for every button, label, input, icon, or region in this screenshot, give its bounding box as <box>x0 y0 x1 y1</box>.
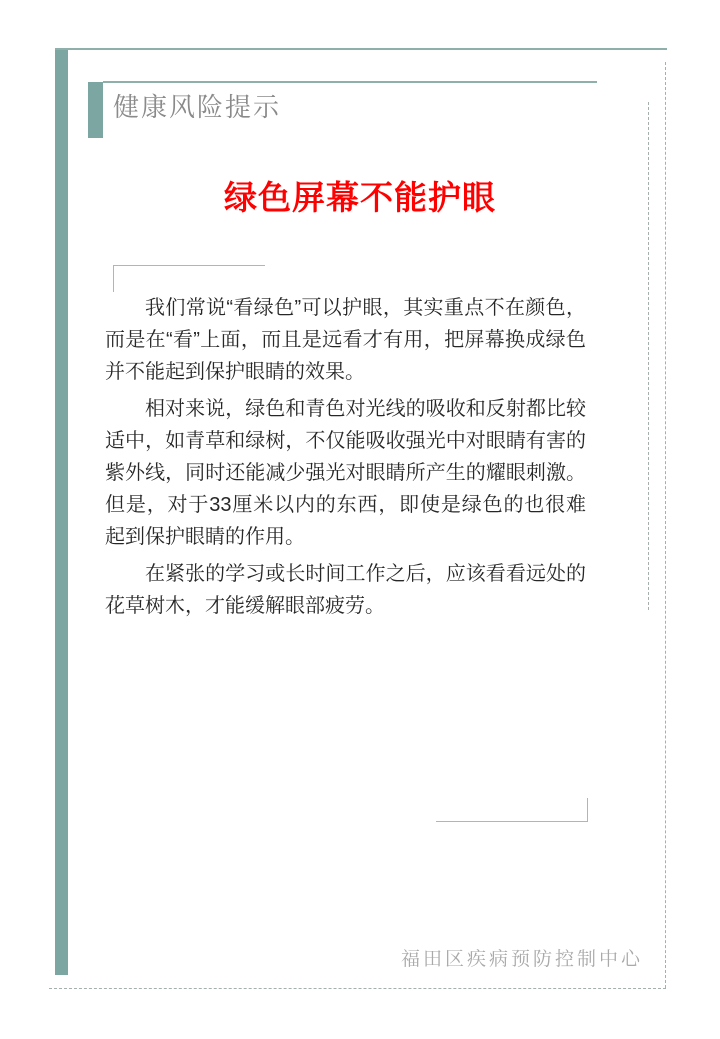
corner-bracket-top-left <box>113 265 265 292</box>
bottom-dashed-border <box>49 988 666 989</box>
header-underline <box>103 81 597 83</box>
paragraph: 我们常说“看绿色”可以护眼，其实重点不在颜色，而是在“看”上面，而且是远看才有用，把屏幕换成绿色并不能起到保护眼睛的效果。 <box>105 297 586 383</box>
left-accent-bar <box>55 50 68 975</box>
right-dashed-border <box>665 62 666 988</box>
page-title: 绿色屏幕不能护眼 <box>224 179 496 216</box>
header-accent-bar <box>88 82 103 138</box>
header-label: 健康风险提示 <box>113 92 282 122</box>
inner-dashed-line <box>648 102 649 610</box>
paragraph: 在紧张的学习或长时间工作之后，应该看看远处的花草树木，才能缓解眼部疲劳。 <box>105 563 586 617</box>
body-text <box>105 292 586 627</box>
paragraph: 相对来说，绿色和青色对光线的吸收和反射都比较适中，如青草和绿树，不仅能吸收强光中对眼睛有害的紫外线，同时还能减少强光对眼睛所产生的耀眼刺激。但是，对于33厘米以内的东西，即使是绿色的也很难起到保护眼睛的作用。 <box>105 398 586 548</box>
top-accent-line <box>55 48 667 50</box>
footer-org-name: 福田区疾病预防控制中心 <box>400 949 643 970</box>
corner-bracket-bottom-right <box>436 798 588 822</box>
